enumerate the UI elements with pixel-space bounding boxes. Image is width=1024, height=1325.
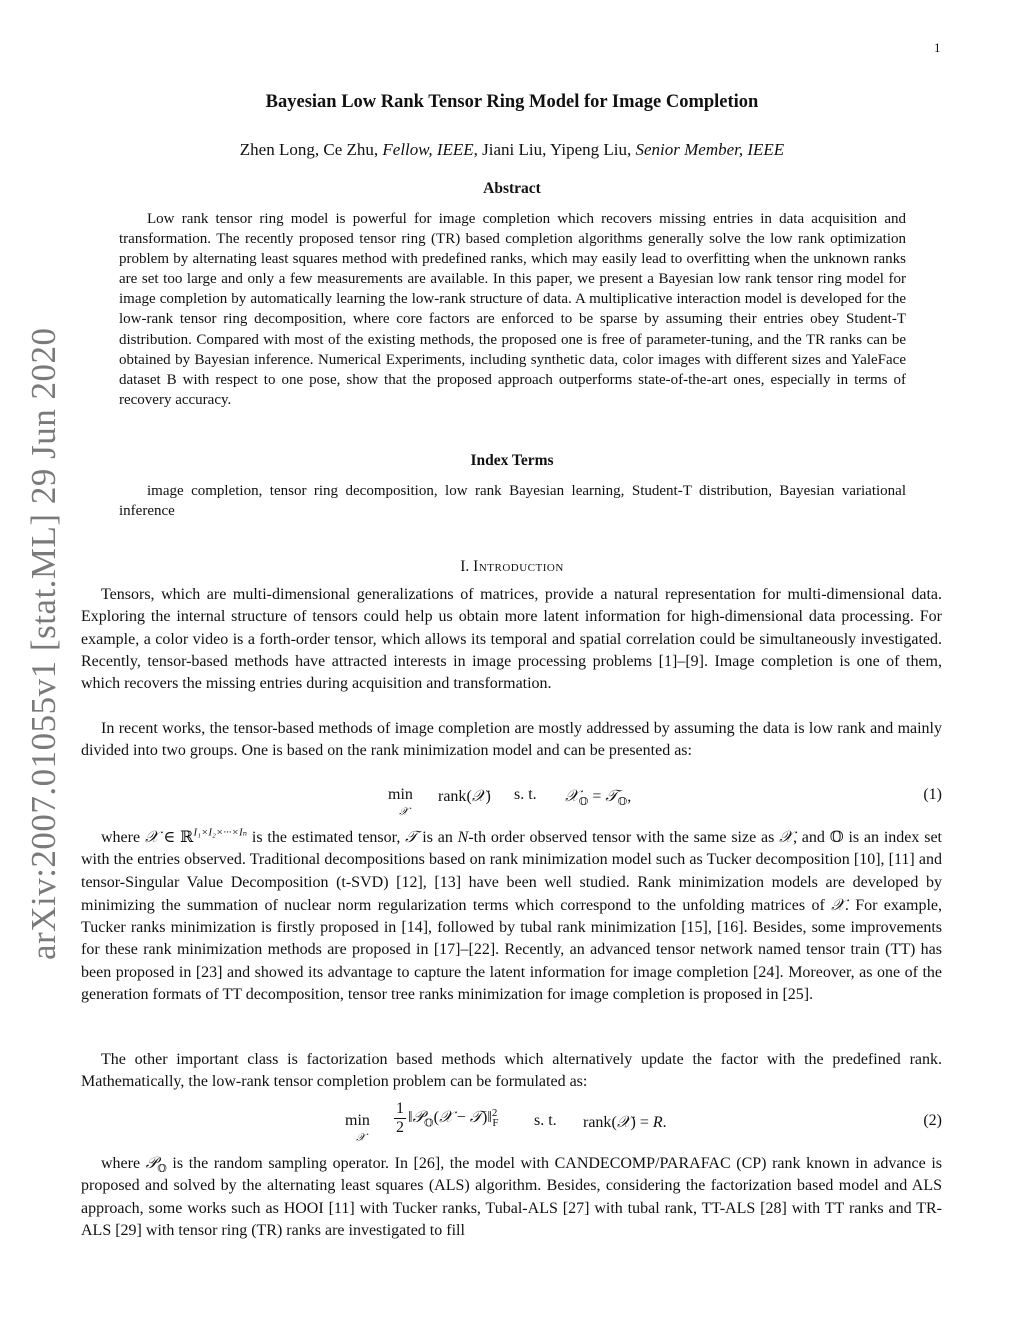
eq1-constraint: 𝒳$_𝕆$ = 𝒯$_𝕆$, — [565, 786, 632, 809]
eq1-objective: rank(𝒳) — [438, 786, 491, 805]
eq2-constraint: rank(𝒳) = R. — [583, 1112, 667, 1131]
page-number: 1 — [934, 40, 941, 55]
eq1-number: (1) — [923, 786, 942, 803]
eq2-min-subscript: 𝒳 — [356, 1131, 366, 1144]
intro-paragraph-4: The other important class is factorization based methods which alternatively update the factor with the predefined rank. Mathematically, the low-rank tensor completion problem can be formulated as: — [81, 1051, 942, 1091]
eq2-min: min — [345, 1112, 370, 1129]
intro-paragraph-5: where 𝒫$_𝕆$ is the random sampling operator. In [26], the model with CANDECOMP/PARAFAC (CP) rank known in advance is proposed and solved by the alternating least squares (ALS) algorithm. Besides, considering the factorization based model and ALS approach, some works such as HOOI [11] with Tucker ranks, Tubal-ALS [27] with tubal rank, TT-ALS [28] with TT ranks and TR-ALS [29] with tensor ring (TR) ranks are investigated to fill — [81, 1153, 942, 1239]
equation-2 — [81, 1100, 942, 1148]
eq2-subject-to: s. t. — [534, 1112, 557, 1129]
index-terms-body: image completion, tensor ring decomposition, low rank Bayesian learning, Student-T distribution, Bayesian variational inference — [119, 483, 906, 520]
author-role-b: Senior Member, IEEE — [635, 140, 785, 159]
arxiv-stamp: arXiv:2007.01055v1 [stat.ML] 29 Jun 2020 — [24, 327, 63, 960]
section-heading-introduction — [0, 558, 1024, 576]
index-terms-heading: Index Terms — [470, 452, 554, 469]
abstract-body: Low rank tensor ring model is powerful for image completion which recovers missing entries in data acquisition and transformation. The recently proposed tensor ring (TR) based completion algorithms generally solve the low rank optimization problem by alternating least squares method with predefined ranks, which may easily lead to overfitting when the unknown ranks are set too large and only a few measurements are available. In this paper, we present a Bayesian low rank tensor ring model for image completion by automatically learning the low-rank structure of data. A multiplicative interaction model is developed for the low-rank tensor ring decomposition, where core factors are enforced to be sparse by assuming their entries obey Student-T distribution. Compared with most of the existing methods, the proposed one is free of parameter-tuning, and the TR ranks can be obtained by Bayesian inference. Numerical Experiments, including synthetic data, color images with different sizes and YaleFace dataset B with respect to one pose, show that the proposed approach outperforms state-of-the-art ones, especially in terms of recovery accuracy. — [119, 211, 906, 408]
author-names-a: Zhen Long, Ce Zhu, — [239, 140, 383, 159]
intro-paragraph-2: In recent works, the tensor-based methods of image completion are mostly addressed by assuming the data is low rank and mainly divided into two groups. One is based on the rank minimization model and can be presented as: — [81, 720, 942, 760]
eq2-objective: $\frac{1}{2}$ ‖𝒫$_𝕆$(𝒳 − 𝒯)‖$^2_F$ — [396, 1100, 499, 1136]
eq2-number: (2) — [923, 1112, 942, 1129]
eq1-subject-to: s. t. — [514, 786, 537, 803]
intro-paragraph-3: where 𝒳 ∈ ℝ$^{I_1\times I_2\times\cdot\cdot\cdot\times I_n}$ is the estimated tensor, 𝒯 is an N-th order observed tensor with the same size as 𝒳, and 𝕆 is an index set with the entries observed. Traditional decompositions based on rank minimization model such as Tucker decomposition [10], [11] and tensor-Singular Value Decomposition (t-SVD) [12], [13] have been well studied. Rank minimization models are developed by minimizing the summation of nuclear norm regularization terms which correspond to the unfolding matrices of 𝒳. For example, Tucker ranks minimization is firstly proposed in [14], followed by tubal rank minimization [15], [16]. Besides, some improvements for these rank minimization methods are proposed in [17]–[22]. Recently, an advanced tensor network named tensor train (TT) has been proposed in [23] and showed its advantage to capture the latent information for image completion [24]. Moreover, as one of the generation formats of TT decomposition, tensor tree ranks minimization for image completion is proposed in [25]. — [81, 826, 943, 1004]
author-role-a: Fellow, IEEE — [382, 140, 474, 159]
section-title: Introduction — [473, 558, 564, 575]
eq1-min: min — [388, 786, 413, 803]
paper-title: Bayesian Low Rank Tensor Ring Model for Image Completion — [265, 92, 759, 112]
intro-paragraph-1: Tensors, which are multi-dimensional generalizations of matrices, provide a natural representation for multi-dimensional data. Exploring the internal structure of tensors could help us obtain more latent information for high-dimensional data processing. For example, a color video is a forth-order tensor, which allows its temporal and spatial correlation could be simultaneously investigated. Recently, tensor-based methods have attracted interests in image processing problems [1]–[9]. Image completion is one of them, which recovers the missing entries during acquisition and transformation. — [81, 586, 942, 693]
author-names-b: , Jiani Liu, Yipeng Liu, — [473, 140, 636, 159]
eq2-half: $\frac{1}{2}$ — [396, 1100, 404, 1136]
section-numeral: I. — [460, 558, 474, 575]
author-list — [0, 140, 1024, 160]
abstract-heading: Abstract — [483, 180, 541, 197]
eq1-min-subscript: 𝒳 — [399, 805, 409, 818]
